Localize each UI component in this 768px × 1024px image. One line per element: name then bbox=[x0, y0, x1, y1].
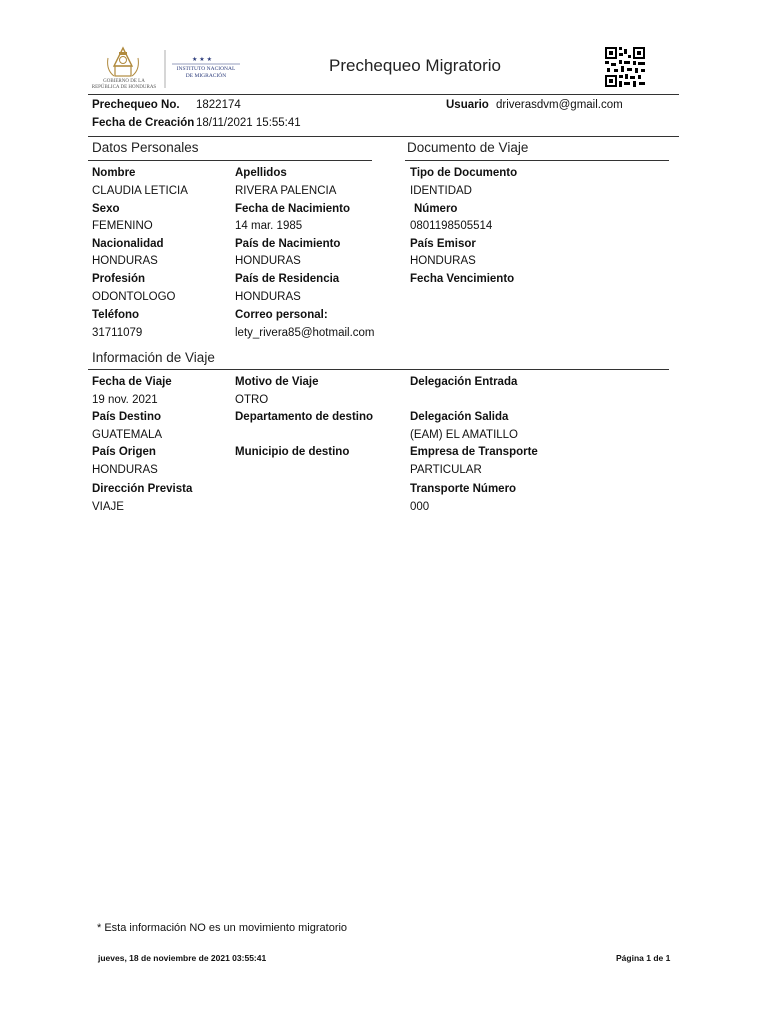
gov-logo-line-1: GOBIERNO DE LA bbox=[103, 79, 145, 84]
inm-logo-line-1: INSTITUTO NACIONAL bbox=[176, 66, 236, 72]
pais-nacimiento-value: HONDURAS bbox=[235, 255, 301, 267]
pais-destino-value: GUATEMALA bbox=[92, 429, 163, 441]
prechequeo-value: 1822174 bbox=[196, 99, 241, 111]
motivo-viaje-label: Motivo de Viaje bbox=[235, 376, 319, 388]
page-number: Página 1 de 1 bbox=[616, 953, 671, 963]
informacion-viaje-rule bbox=[88, 369, 669, 370]
nacionalidad-label: Nacionalidad bbox=[92, 238, 164, 250]
datos-personales-rule bbox=[88, 160, 372, 161]
qr-code-icon bbox=[605, 47, 645, 87]
delegacion-entrada-label: Delegación Entrada bbox=[410, 376, 518, 388]
fecha-creacion-label: Fecha de Creación bbox=[92, 117, 195, 129]
header-logo bbox=[88, 44, 248, 92]
transporte-numero-value: 000 bbox=[410, 501, 430, 513]
fecha-creacion-value: 18/11/2021 15:55:41 bbox=[196, 117, 301, 129]
pais-residencia-label: País de Residencia bbox=[235, 273, 340, 285]
nombre-label: Nombre bbox=[92, 167, 136, 179]
correo-value: lety_rivera85@hotmail.com bbox=[235, 327, 375, 339]
telefono-value: 31711079 bbox=[92, 327, 143, 339]
page-title: Prechequeo Migratorio bbox=[329, 56, 501, 75]
delegacion-salida-value: (EAM) EL AMATILLO bbox=[410, 429, 518, 441]
gov-logo-text bbox=[88, 79, 160, 91]
numero-value: 0801198505514 bbox=[410, 220, 493, 232]
tipo-documento-label: Tipo de Documento bbox=[410, 167, 518, 179]
empresa-transporte-value: PARTICULAR bbox=[410, 464, 482, 476]
footer-date: jueves, 18 de noviembre de 2021 03:55:41 bbox=[98, 953, 267, 963]
pais-emisor-value: HONDURAS bbox=[410, 255, 476, 267]
fecha-nacimiento-value: 14 mar. 1985 bbox=[235, 220, 303, 232]
empresa-transporte-label: Empresa de Transporte bbox=[410, 446, 538, 458]
informacion-viaje-heading: Información de Viaje bbox=[92, 350, 215, 365]
direccion-prevista-label: Dirección Prevista bbox=[92, 483, 193, 495]
inm-logo-text bbox=[170, 66, 242, 79]
apellidos-value: RIVERA PALENCIA bbox=[235, 185, 337, 197]
usuario-value: driverasdvm@gmail.com bbox=[496, 99, 623, 111]
correo-label: Correo personal: bbox=[235, 309, 328, 321]
motivo-viaje-value: OTRO bbox=[235, 394, 269, 406]
tipo-documento-value: IDENTIDAD bbox=[410, 185, 472, 197]
apellidos-label: Apellidos bbox=[235, 167, 287, 179]
pais-origen-value: HONDURAS bbox=[92, 464, 158, 476]
fecha-viaje-value: 19 nov. 2021 bbox=[92, 394, 158, 406]
pais-residencia-value: HONDURAS bbox=[235, 291, 301, 303]
pais-nacimiento-label: País de Nacimiento bbox=[235, 238, 341, 250]
prechequeo-label: Prechequeo No. bbox=[92, 99, 180, 111]
municipio-destino-label: Municipio de destino bbox=[235, 446, 350, 458]
documento-viaje-rule bbox=[405, 160, 669, 161]
pais-destino-label: País Destino bbox=[92, 411, 162, 423]
fecha-nacimiento-label: Fecha de Nacimiento bbox=[235, 203, 351, 215]
departamento-destino-label: Departamento de destino bbox=[235, 411, 374, 423]
nombre-value: CLAUDIA LETICIA bbox=[92, 185, 188, 197]
sexo-label: Sexo bbox=[92, 203, 120, 215]
numero-label: Número bbox=[414, 203, 458, 215]
svg-text:★ ★ ★: ★ ★ ★ bbox=[192, 56, 212, 63]
datos-personales-heading: Datos Personales bbox=[92, 140, 199, 155]
transporte-numero-label: Transporte Número bbox=[410, 483, 517, 495]
fecha-vencimiento-label: Fecha Vencimiento bbox=[410, 273, 515, 285]
usuario-label: Usuario bbox=[446, 99, 489, 111]
pais-origen-label: País Origen bbox=[92, 446, 156, 458]
delegacion-salida-label: Delegación Salida bbox=[410, 411, 509, 423]
profesion-value: ODONTOLOGO bbox=[92, 291, 176, 303]
header-rule bbox=[88, 94, 679, 95]
direccion-prevista-value: VIAJE bbox=[92, 501, 124, 513]
telefono-label: Teléfono bbox=[92, 309, 140, 321]
nacionalidad-value: HONDURAS bbox=[92, 255, 158, 267]
profesion-label: Profesión bbox=[92, 273, 146, 285]
meta-rule bbox=[88, 136, 679, 137]
sexo-value: FEMENINO bbox=[92, 220, 153, 232]
inm-logo-line-2: DE MIGRACIÓN bbox=[185, 72, 227, 79]
fecha-viaje-label: Fecha de Viaje bbox=[92, 376, 172, 388]
documento-viaje-heading: Documento de Viaje bbox=[407, 140, 529, 155]
pais-emisor-label: País Emisor bbox=[410, 238, 476, 250]
disclaimer-note: * Esta información NO es un movimiento migratorio bbox=[97, 922, 348, 934]
gov-logo-line-2: REPÚBLICA DE HONDURAS bbox=[91, 85, 157, 90]
